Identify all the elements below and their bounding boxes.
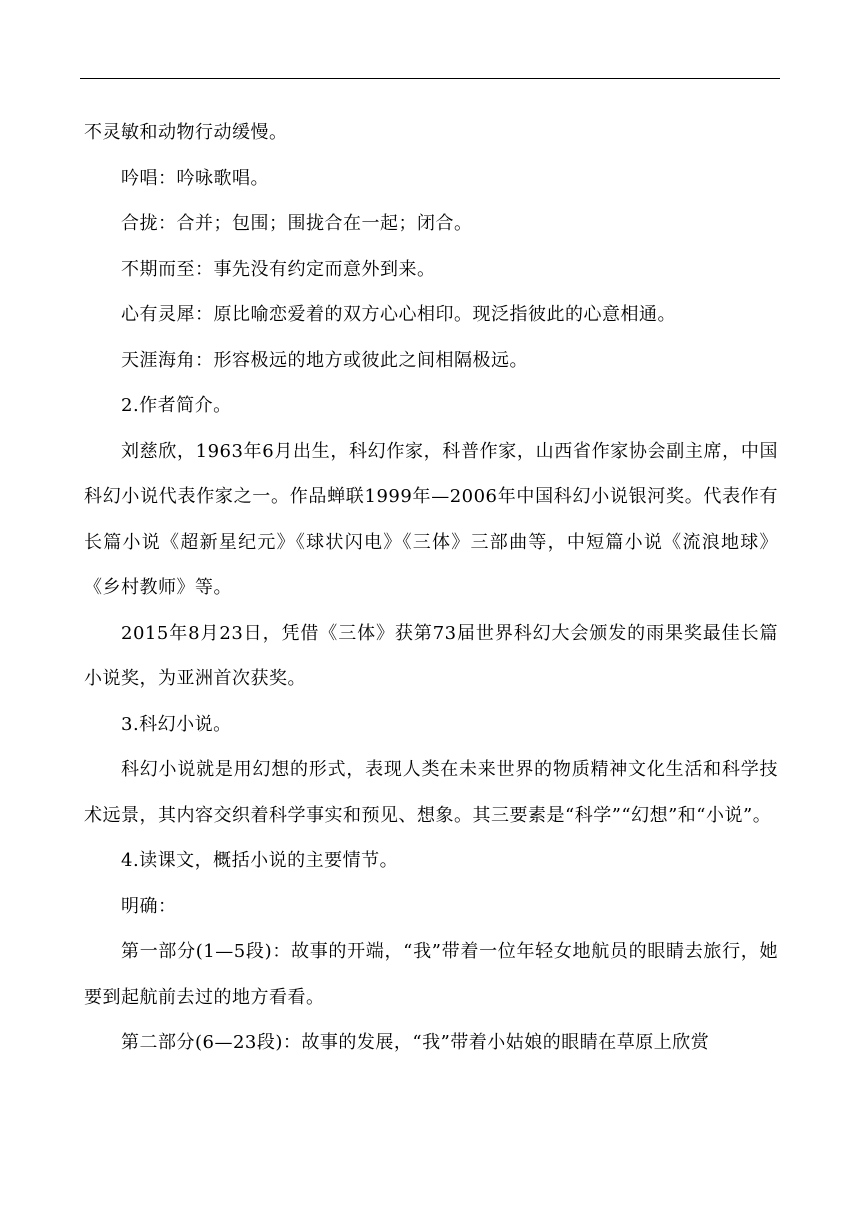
scifi-definition-paragraph: 科幻小说就是用幻想的形式，表现人类在未来世界的物质精神文化生活和科学技术远景，其内容交织着科学事实和预见、想象。其三要素是“科学”“幻想”和“小说”。 (84, 759, 778, 826)
document-body (84, 110, 778, 1066)
section-heading-author: 2.作者简介。 (121, 395, 232, 416)
header-rule (80, 78, 780, 79)
plot-part-two: 第二部分(6—23段)：故事的发展，“我”带着小姑娘的眼睛在草原上欣赏 (121, 1032, 710, 1053)
vocab-yinchang: 吟唱：吟咏歌唱。 (121, 167, 269, 189)
section-heading-plot: 4.读课文，概括小说的主要情节。 (121, 850, 399, 871)
answer-label: 明确： (121, 895, 177, 917)
paragraph-continuation: 不灵敏和动物行动缓慢。 (84, 122, 288, 143)
section-heading-scifi: 3.科幻小说。 (121, 713, 232, 735)
vocab-buqierzhi: 不期而至：事先没有约定而意外到来。 (121, 258, 436, 280)
award-paragraph: 2015年8月23日，凭借《三体》获第73届世界科幻大会颁发的雨果奖最佳长篇小说奖，为亚洲首次获奖。 (84, 622, 778, 689)
author-bio-paragraph: 刘慈欣，1963年6月出生，科幻作家，科普作家，山西省作家协会副主席，中国科幻小说代表作家之一。作品蝉联1999年—2006年中国科幻小说银河奖。代表作有长篇小说《超新星纪元》《球状闪电》《三体》三部曲等，中短篇小说《流浪地球》《乡村教师》等。 (84, 440, 778, 598)
plot-part-one: 第一部分(1—5段)：故事的开端，“我”带着一位年轻女地航员的眼睛去旅行，她要到起航前去过的地方看看。 (84, 941, 778, 1008)
vocab-xinyoulingxi: 心有灵犀：原比喻恋爱着的双方心心相印。现泛指彼此的心意相通。 (121, 304, 676, 325)
vocab-tianyahaijiao: 天涯海角：形容极远的地方或彼此之间相隔极远。 (121, 349, 528, 371)
vocab-helong: 合拢：合并；包围；围拢合在一起；闭合。 (121, 213, 473, 234)
